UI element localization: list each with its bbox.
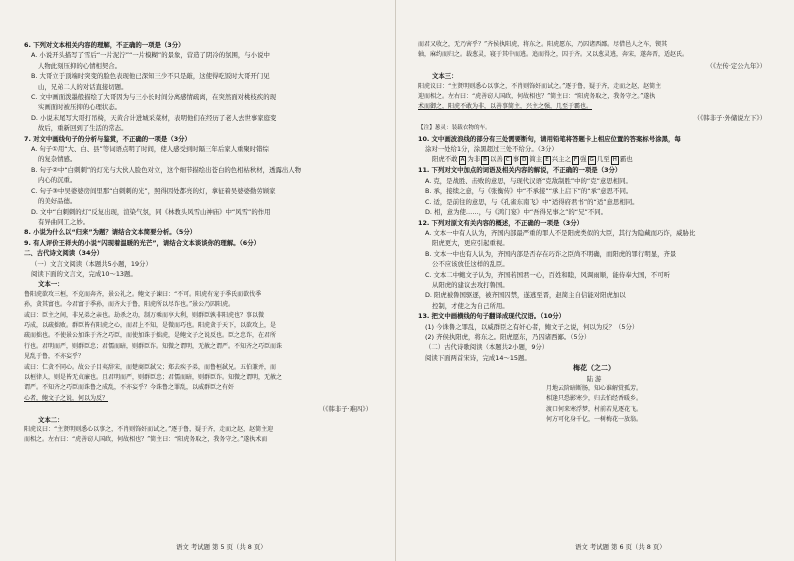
text-line: A. 句子①用“大、白、县”等词语点明了时间，使人感受到时隔三年后家人重聚时错综: [31, 145, 269, 154]
passage-line: 巧成，以疏拙败。群臣皆有阳虎之心，而君上不知，是微而巧也。阳虎贪于天下，以欲攻上，是: [24, 321, 277, 329]
right-page-footer: 语文 考试题 第 6 页（共 8 页）: [575, 543, 666, 551]
break-option-box-a[interactable]: A: [460, 157, 465, 164]
passage-line: 而君又收之，无乃害乎？”齐侯执阳虎，将东之。阳虎愿东，乃囚诸西鄙。尽借邑人之车，锲其: [418, 41, 668, 48]
question-stem: 10. 文中画波浪线的部分有三处需要断句，请用铅笔将答题卡上相应位置的答案标号涂黑，每: [418, 134, 681, 143]
text-line: （二）古代诗歌阅读（本题共2小题，9分）: [425, 343, 549, 352]
passage-line: 而相之。左右曰：“虎善窃人国政，何故相也？”简主曰：“阳虎务取之，我务守之。”遂执术而: [24, 436, 268, 444]
option-segment-text: 兴主之: [551, 155, 571, 164]
passage-line: 月地云阶暗断肠，知心谁解赏孤芳。: [545, 385, 642, 392]
passage-line: 见乱于鲁，不亦妄乎？: [24, 353, 85, 361]
option-segment-text: 霸也: [619, 155, 633, 164]
text-line: B. 文本一中也有人认为，齐国内部是否存在巧诈之臣尚不明确，而阳虎的罪行明显，齐景: [425, 249, 677, 258]
text-line: A. 文本一中有人认为，齐国内部最严重的罪人不是阳虎类似的大臣，其行为隐藏而巧诈，威胁比: [425, 228, 696, 237]
passage-line: 心者，鲍文子之说，何以为反？: [24, 394, 109, 402]
source-citation: （《韩非子·外储说左下》）: [693, 113, 766, 122]
passage-line: 何方可化身千亿，一树梅花一放翁。: [545, 416, 642, 424]
passage-line: 疏而拙也。不使景公加诛于齐之巧臣，而使加诛于拙虎，是鲍文子之说反也。臣之忠诈，在君所: [24, 332, 277, 340]
text-line: C. 文本二中鲍文子认为，齐国若国君一心，百姓和睦，风调雨顺，能侍奉大国，不可听: [425, 270, 670, 279]
passage-line: 术而御之，阳虎不敢为非，以善事简主，兴主之强，几至于霸也。: [418, 103, 593, 111]
option-segment-text: 几至: [596, 155, 610, 164]
option-segment-text: 强: [580, 155, 587, 164]
right-page: [418, 40, 770, 426]
break-option-box-h[interactable]: H: [612, 157, 617, 164]
text-line: （一）文言文阅读（本题共5小题，19分）: [31, 259, 152, 268]
option-segment-text: 事: [512, 155, 520, 164]
break-option-box-c[interactable]: C: [505, 157, 510, 164]
page-fold-divider: [395, 0, 396, 561]
text-line: 陆 游: [586, 374, 602, 383]
text-line: 内心的沉重。: [38, 176, 77, 185]
text-line: (2) 齐侯执阳虎，将东之。阳虎愿东，乃囚诸西鄙。（5分）: [425, 332, 591, 341]
text-line: (1) 今诛鲁之罪乱，以威群臣之有奸心者，鲍文子之说，何以为反？（5分）: [425, 322, 639, 331]
text-line: D. 阳虎被鲁国驱逐，被齐国囚禁，遂逃至晋，赵简主自信能对阳虎加以: [425, 291, 626, 300]
text-line: 从阳虎的建议去攻打鲁国。: [432, 280, 509, 289]
question-stem: 11. 下列对文中加点的词语及相关内容的解说，不正确的一项是（3分）: [418, 166, 622, 175]
passage-line: 鲁阳虎欲攻三桓，不克而奔齐，景公礼之。鲍文子谏曰：“不可。阳虎有宠于季氏而欲伐季: [24, 290, 262, 298]
passage-line: 轴，麻约而归之。载葱灵，寝于其中而逃。追而得之，囚于齐。又以葱灵逃，奔宋，遂奔晋，适赵氏。: [418, 51, 689, 59]
option-segment-text: 为非: [467, 155, 481, 164]
option-segment-text: 以善: [490, 155, 503, 164]
passage-line: 孙，贪其富也。今君富于季孙，而齐大于鲁，阳虎所以尽诈也。”景公乃囚阳虎。: [24, 301, 235, 309]
passage-line: 谓严。不知齐之巧臣而诛鲁之成乱，不亦妄乎？今诛鲁之罪乱，以威群臣之有奸: [24, 384, 235, 392]
passage-line: 以桓律人，则是皆无贞廉也。且君明而严，则群臣忠；君懦而暗，则群臣诈。知微之谓明，无赦之: [24, 374, 283, 381]
source-citation: （《左传·定公九年》）: [706, 61, 766, 70]
passage-line: 或曰：臣主之间，非兄弟之亲也。劫杀之功，制万乘而享大利，则群臣孰非阳虎也？事以微: [24, 311, 265, 319]
text-line: 阅读下面两首宋诗，完成14～15题。: [425, 353, 531, 362]
text-line: C. 适，是前往的意思，与《孔雀东南飞》中“适得府君书”的“适”意思相同。: [425, 197, 639, 206]
option-segment-text: 简主: [529, 155, 543, 164]
passage-line: 阳虎议曰：“主贤明则悉心以事之，不肖则饰奸而试之。”逐于鲁，疑于齐，走而之赵，赵简主迎: [24, 426, 274, 434]
passage-line: 行也。君明而严，则群臣忠；君懦而暗，则群臣诈。知微之谓明，无赦之谓严。不知齐之巧臣而诛: [24, 342, 283, 350]
text-line: D. 相，意为使……，与《鸿门宴》中“吾得兄事之”的“兄”不同。: [425, 208, 607, 217]
text-line: 公不应该放任这样的乱臣。: [432, 260, 509, 269]
text-line: B. 句子②中“白刺刺”的灯光与大伙人脸色对立，这个细节描绘出苍白的色相枯秋材，透露出人物: [31, 165, 302, 174]
sentence-break-options: [418, 154, 770, 165]
break-option-box-g[interactable]: G: [589, 157, 594, 164]
annotation-note: 【注】葱灵：装载衣物的车。: [418, 125, 491, 132]
left-page: [24, 40, 376, 446]
option-prefix-text: 阳虎不敢: [432, 155, 458, 164]
section-heading: 文本三：: [432, 72, 458, 81]
text-line: 阳虎更大，更应引起重视。: [432, 239, 509, 248]
passage-line: 渡口何来寒浮梦，村前若见逐花飞。: [545, 405, 642, 413]
text-line: 的复杂情感。: [38, 155, 77, 164]
break-option-box-d[interactable]: D: [522, 157, 527, 164]
text-line: 实画面时被压抑的心理状态。: [38, 103, 122, 112]
text-line: 山，兄弟二人的对话直接切题。: [38, 82, 128, 91]
text-line: A. 小说开头描写了雪后“一片泥泞”“一片模糊”的景象，营造了阴冷的氛围，与小说中: [31, 51, 270, 60]
question-stem: 7. 对文中画线句子的分析与鉴赏，不正确的一项是（3分）: [24, 134, 191, 143]
text-line: 阅读下面的文言文，完成10～13题。: [31, 269, 137, 278]
text-line: 故后，重新回到了生活的常态。: [38, 124, 128, 133]
passage-line: 迎而相之。左右曰：“虎善窃人国政，何故相也？”简主曰：“阳虎务取之，我务守之。”遂执: [418, 93, 656, 101]
text-line: 的美好品德。: [38, 197, 77, 206]
passage-line: 阳虎议曰：“主贤明则悉心以事之，不肖则饰奸而试之。”逐于鲁，疑于齐，走而之赵，赵简主: [418, 82, 662, 90]
left-page-footer: 语文 考试题 第 5 页（共 8 页）: [176, 543, 267, 551]
question-stem: 9. 有人评价王祥夫的小说“闪现着温暖的光芒”，请结合文本谈谈你的理解。（6分）: [24, 238, 261, 247]
text-line: 人物此刻压抑的心情相契合。: [38, 61, 122, 70]
question-stem: 二、古代诗文阅读（34分）: [24, 249, 104, 258]
text-line: D. 小说末尾写大哥打吊椅，天黄合计进城采菜材，表明他们在经历了老人去世事家庭变: [31, 113, 277, 122]
text-line: C. 句子③中吴婆婆房间里那“白刺刺的光”，照得因处都亮的灯，拿征着吴婆婆勤劳顾家: [31, 186, 276, 195]
question-stem: 8. 小说为什么以“归来”为题？请结合文本简要分析。（5分）: [24, 228, 197, 237]
section-heading: 文本二：: [38, 415, 64, 424]
source-citation: （《韩非子·难四》）: [318, 405, 372, 414]
text-line: C. 文中画面泼墨般描绘了大哥因为与三小长时间分离感情疏离，在突然面对桃枝疾的现: [31, 93, 276, 102]
question-stem: 13. 把文中画横线的句子翻译成现代汉语。（10分）: [418, 312, 566, 321]
passage-line: 相逢只恐影寒少，归去怕经香暖乡。: [545, 395, 642, 403]
break-option-box-e[interactable]: E: [545, 157, 549, 164]
section-heading: 文本一：: [38, 280, 64, 289]
text-line: 控制，才使之为自己所用。: [432, 301, 509, 310]
text-line: B. 大哥立于顶端时突变的脸色表现他已深知三少不只是敲，这使得吃饭时大哥开门见: [31, 72, 270, 81]
text-line: A. 克，是战胜、击败的意思，与现代汉语“克敌制胜”中的“克”意思相同。: [425, 176, 632, 185]
text-line: D. 文中“白刺刺的灯”反复出现，渲染气氛，同《林教头风雪山神庙》中“风雪”的作用: [31, 207, 271, 216]
passage-line: 或曰：仁贪不同心。故公子目夷辞宋，而楚商臣弑父；郑去疾予弟，而鲁桓弑兄。五伯兼并，而: [24, 363, 277, 371]
text-line: 有异曲同工之妙。: [38, 217, 90, 226]
poem-title: 梅花（之二）: [573, 364, 615, 373]
text-line: 涂对一处给1分，涂黑超过三处不给分。（3分）: [425, 145, 558, 154]
question-stem: 12. 下列对原文有关内容的概述，不正确的一项是（3分）: [418, 218, 583, 227]
text-line: B. 承，接续之意，与《张衡传》中“不承接”“承上启下”的“承”意思不同。: [425, 187, 633, 196]
question-stem: 6. 下列对文本相关内容的理解，不正确的一项是（3分）: [24, 41, 185, 49]
break-option-box-f[interactable]: F: [573, 157, 578, 164]
break-option-box-b[interactable]: B: [483, 157, 488, 164]
